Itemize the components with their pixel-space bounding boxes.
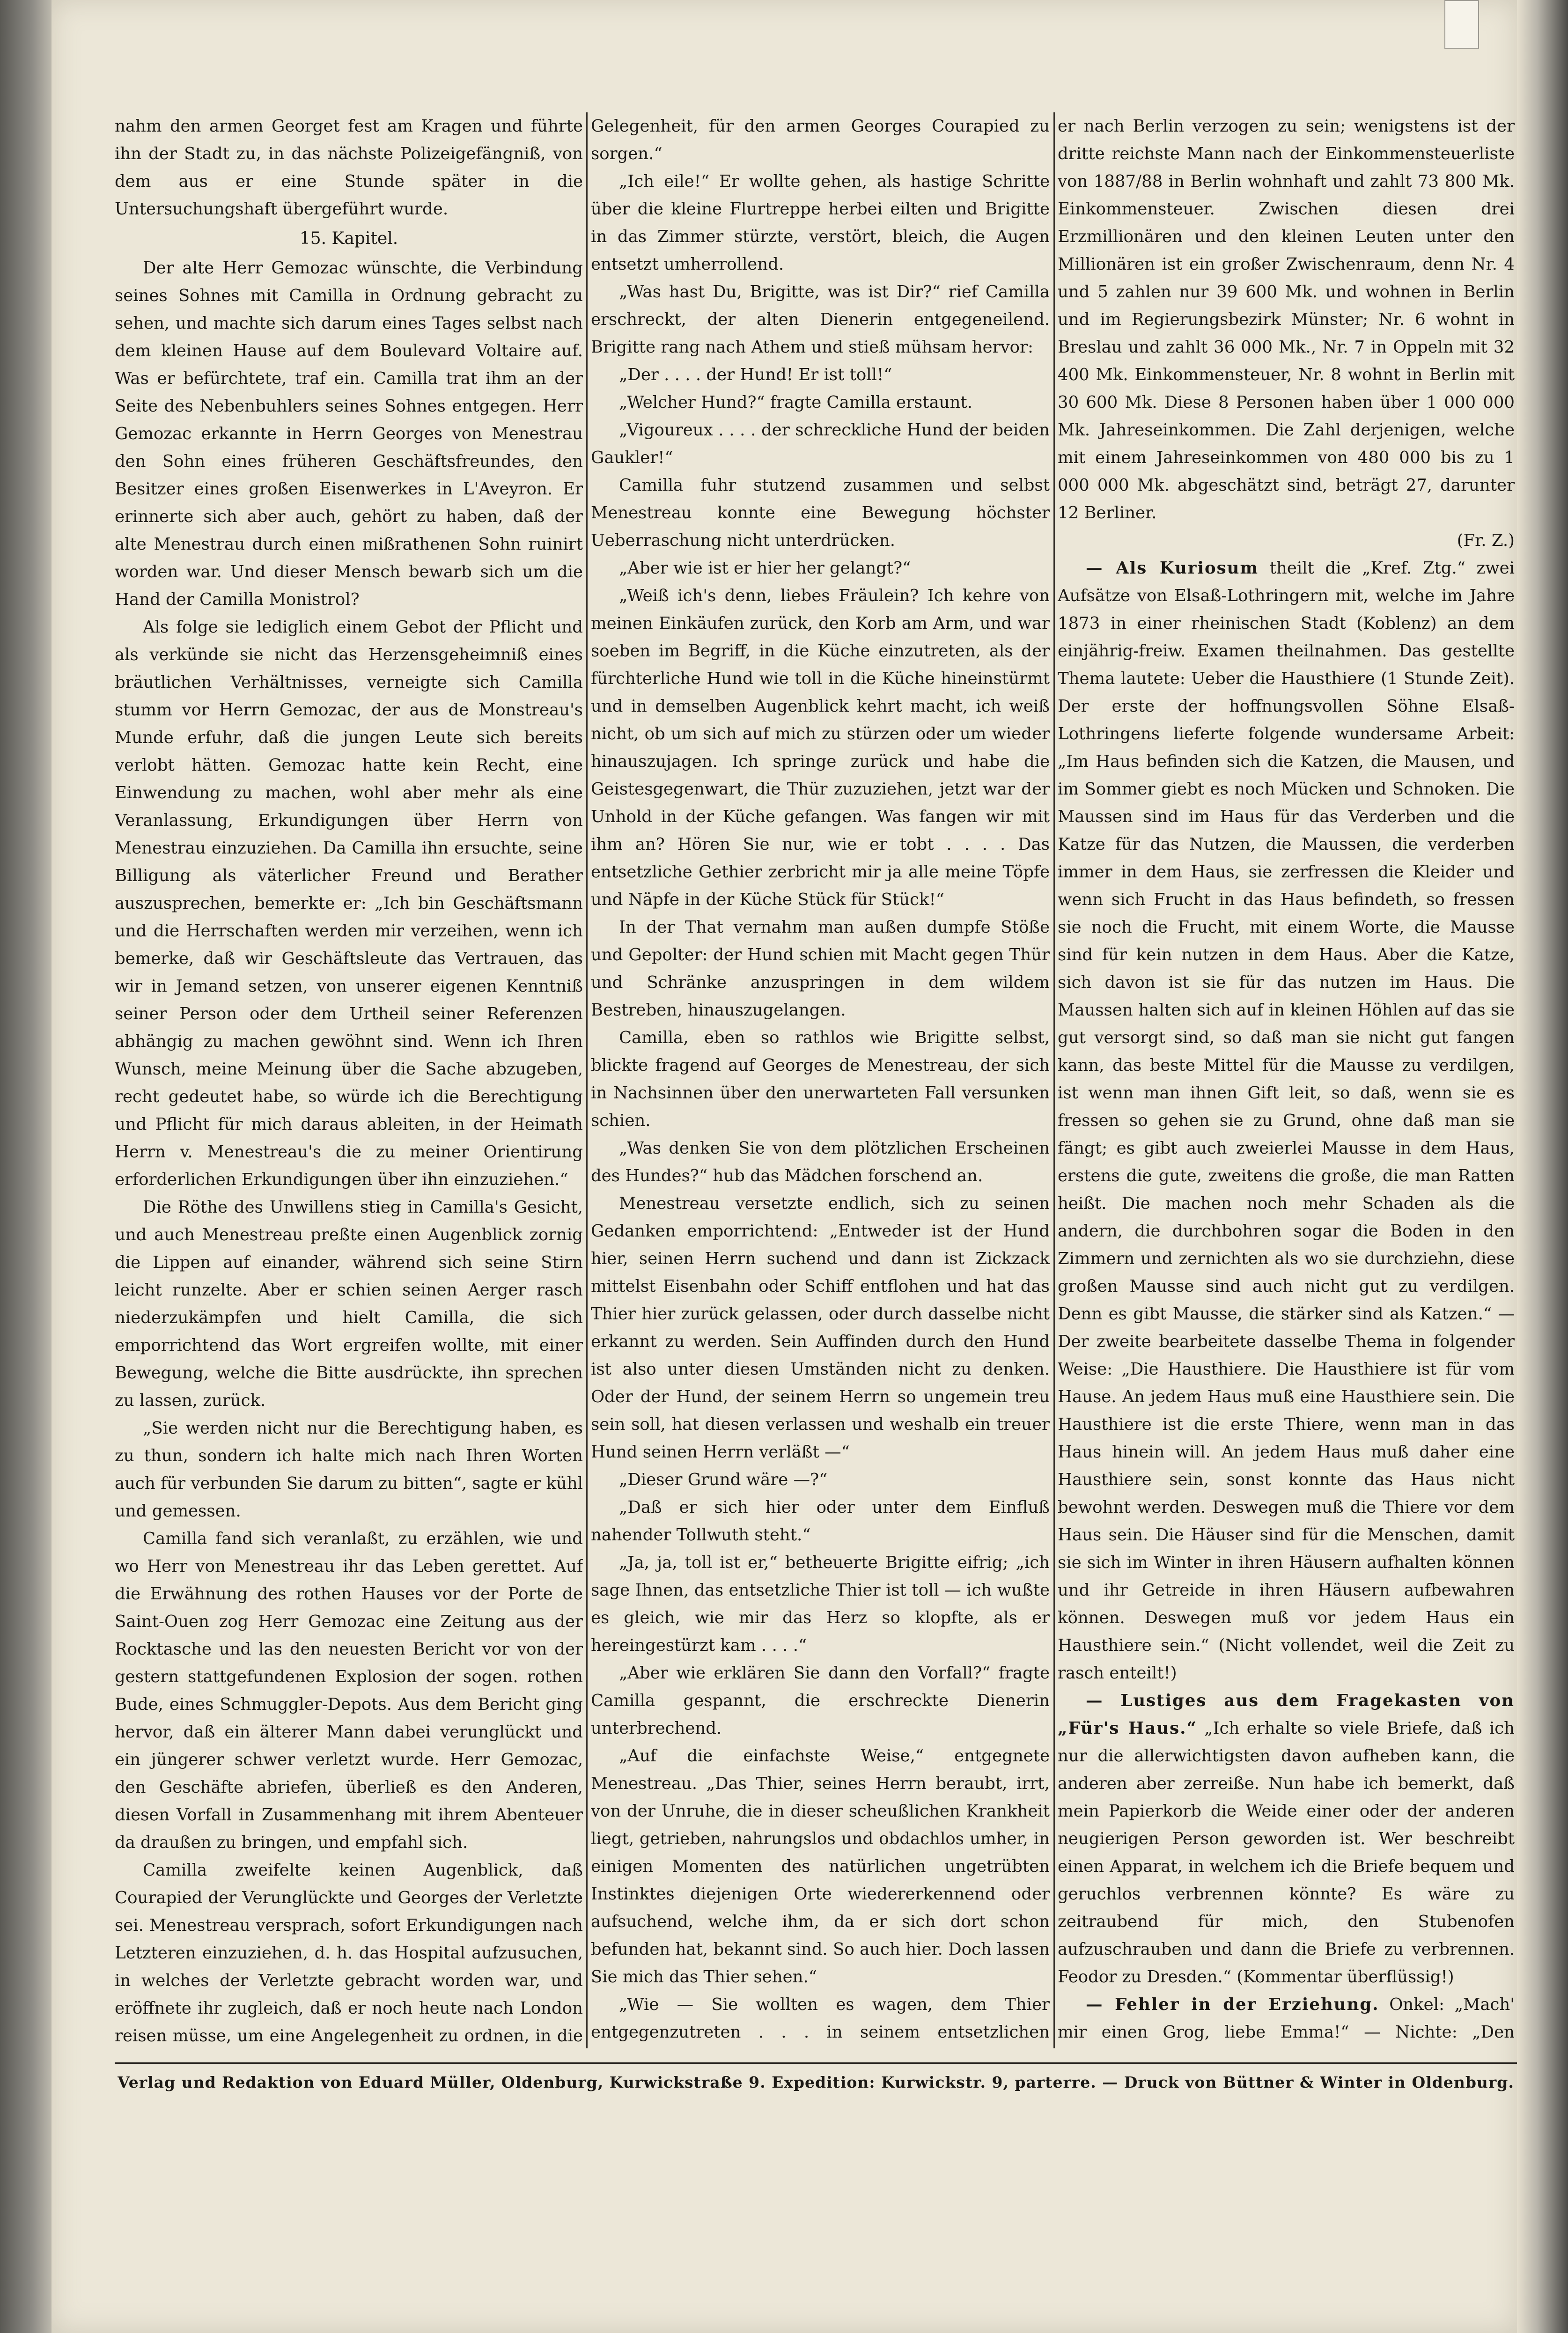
allerlei-item <box>1058 554 1515 1687</box>
paragraph: nahm den armen Georget fest am Kragen und führte ihn der Stadt zu, in das nächste Polizeigefängniß, von dem aus er eine Stunde später in die Untersuchungshaft übergeführt wurde. <box>115 117 583 219</box>
paragraph: „Der . . . . der Hund! Er ist toll!“ <box>619 365 892 384</box>
column-1 <box>115 112 583 2048</box>
paragraph: Camilla fand sich veranlaßt, zu erzählen, wie und wo Herr von Menestreau ihr das Leben gerettet. Auf die Erwähnung des rothen Hauses vor der Porte de Saint-Ouen zog Herr Gemozac eine Zeitung aus der Rocktasche und las den neuesten Bericht vor von der gestern stattgefundenen Explosion der sogen. rothen Bude, eines Schmuggler-Depots. Aus dem Bericht ging hervor, daß ein älterer Mann dabei verunglückt und ein jüngerer schwer verletzt wurde. Herr Gemozac, den Geschäfte abriefen, überließ es den Anderen, diesen Vorfall in Zusammenhang mit ihrem Abenteuer da draußen zu bringen, und empfahl sich. <box>115 1529 583 1852</box>
page-edge <box>1517 0 1568 2333</box>
paragraph: Gelegenheit, für den armen Georges Courapied zu sorgen.“ <box>591 117 1050 163</box>
paragraph: „Daß er sich hier oder unter dem Einfluß nahender Tollwuth steht.“ <box>591 1498 1050 1545</box>
paragraph: „Sie werden nicht nur die Berechtigung haben, es zu thun, sondern ich halte mich nach Ihren Worten auch für verbunden Sie darum zu bitten“, sagte er kühl und gemessen. <box>115 1419 583 1521</box>
paragraph: „Auf die einfachste Weise,“ entgegnete Menestreau. „Das Thier, seines Herrn beraubt, irrt, von der Unruhe, die in dieser scheußlichen Krankheit liegt, getrieben, nahrungslos und obdachlos umher, in einigen Momenten des natürlichen ungetrübten Instinktes diejenigen Orte wiedererkennend oder aufsuchend, welche ihm, da er sich dort schon befunden hat, bekannt sind. So auch hier. Doch lassen Sie mich das Thier sehen.“ <box>591 1746 1050 1987</box>
allerlei-item <box>1058 1687 1515 1991</box>
paragraph: „Dieser Grund wäre —?“ <box>619 1470 828 1489</box>
paragraph: „Was denken Sie von dem plötzlichen Erscheinen des Hundes?“ hub das Mädchen forschend an. <box>591 1139 1050 1185</box>
paragraph: „Vigoureux . . . . der schreckliche Hund der beiden Gaukler!“ <box>591 420 1050 467</box>
paragraph: Als folge sie lediglich einem Gebot der Pflicht und als verkünde sie nicht das Herzensgeheimniß eines bräutlichen Verhältnisses, verneigte sich Camilla stumm vor Herrn Gemozac, der aus de Monstreau's Munde erfuhr, daß die jungen Leute sich bereits verlobt hätten. Gemozac hatte kein Recht, eine Einwendung zu machen, wohl aber mehr als eine Veranlassung, Erkundigungen über Herrn von Menestrau einzuziehen. Da Camilla ihn ersuchte, seine Billigung als väterlicher Freund und Berather auszusprechen, bemerkte er: „Ich bin Geschäftsmann und die Herrschaften werden mir verzeihen, wenn ich bemerke, daß wir Geschäftsleute das Vertrauen, das wir in Jemand setzen, von unserer eigenen Kenntniß seiner Person oder dem Urtheil seiner Referenzen abhängig zu machen gewöhnt sind. Wenn ich Ihren Wunsch, meine Meinung über die Sache abzugeben, recht gedeutet habe, so würde ich die Berechtigung und Pflicht für mich daraus ableiten, in der Heimath Herrn v. Menestreau's die zu meiner Orientirung erforderlichen Erkundigungen über ihn einzuziehen.“ <box>115 618 583 1189</box>
item-heading: — Fehler in der Erziehung. <box>1086 1995 1379 2014</box>
item-text: Onkel: „Mach' mir einen Grog, liebe Emma!“ — Nichte: „Den <box>1058 1995 1515 2042</box>
column-rule-1 <box>586 112 588 2048</box>
paragraph: „Ich eile!“ Er wollte gehen, als hastige Schritte über die kleine Flurtreppe herbei eilten und Brigitte in das Zimmer stürzte, verstört, bleich, die Augen entsetzt umherrollend. <box>591 172 1050 274</box>
paragraph: Camilla, eben so rathlos wie Brigitte selbst, blickte fragend auf Georges de Menestreau, der sich in Nachsinnen über den unerwarteten Fall versunken schien. <box>591 1028 1050 1130</box>
paragraph: „Was hast Du, Brigitte, was ist Dir?“ rief Camilla erschreckt, der alten Dienerin entgegeneilend. Brigitte rang nach Athem und stieß mühsam hervor: <box>591 282 1050 357</box>
paragraph: Camilla zweifelte keinen Augenblick, daß Courapied der Verunglückte und Georges der Verletzte sei. Menestreau versprach, sofort Erkundigungen nach Letzteren einzuziehen, d. h. das Hospital aufzusuchen, in welches der Verletzte gebracht worden war, und eröffnete ihr zugleich, daß er noch heute nach London reisen müsse, um eine Angelegenheit zu ordnen, in die <box>115 1861 583 2046</box>
paragraph: „Wie — Sie wollten es wagen, dem Thier entgegenzutreten . . . in seinem entsetzlichen <box>591 1995 1050 2042</box>
bookmark-tab <box>1444 0 1479 49</box>
paragraph: „Welcher Hund?“ fragte Camilla erstaunt. <box>619 393 972 412</box>
item-heading: — Als Kuriosum <box>1086 559 1259 578</box>
signature: (Fr. Z.) <box>1457 531 1515 550</box>
item-text: „Ich erhalte so viele Briefe, daß ich nur die allerwichtigsten davon aufheben kann, die anderen aber zerreiße. Nun habe ich bemerkt, daß mein Papierkorb die Weide einer oder der anderen neugierigen Person geworden ist. Wer beschreibt einen Apparat, in welchem ich die Briefe bequem und geruchlos verbrennen könnte? Es wäre zu zeitraubend für mich, den Stubenofen aufzuschrauben und dann die Briefe zu verbrennen. Feodor zu Dresden.“ (Kommentar überflüssig!) <box>1058 1719 1515 1987</box>
column-rule-2 <box>1053 112 1055 2048</box>
paragraph: Der alte Herr Gemozac wünschte, die Verbindung seines Sohnes mit Camilla in Ordnung gebracht zu sehen, und machte sich darum eines Tages selbst nach dem kleinen Hause auf dem Boulevard Voltaire auf. Was er befürchtete, traf ein. Camilla trat ihm an der Seite des Nebenbuhlers seines Sohnes entgegen. Herr Gemozac erkannte in Herrn Georges von Menestrau den Sohn eines früheren Geschäftsfreundes, den Besitzer eines großen Eisenwerkes in L'Aveyron. Er erinnerte sich aber auch, gehört zu haben, daß der alte Menestrau durch einen mißrathenen Sohn ruinirt worden war. Und dieser Mensch bewarb sich um die Hand der Camilla Monistrol? <box>115 258 583 609</box>
item-heading: — Lustiges aus dem Fragekasten von „Für's Haus.“ <box>1058 1691 1515 1738</box>
allerlei-item <box>1058 1991 1515 2048</box>
chapter-heading: 15. Kapitel. <box>299 229 398 248</box>
paragraph: „Aber wie ist er hier her gelangt?“ <box>619 559 911 578</box>
paragraph: er nach Berlin verzogen zu sein; wenigstens ist der dritte reichste Mann nach der Einkommensteuerliste von 1887/88 in Berlin wohnhaft und zahlt 73 800 Mk. Einkommensteuer. Zwischen diesen drei Erzmillionären und den kleinen Leuten unter den Millionären ist ein großer Zwischenraum, denn Nr. 4 und 5 zahlen nur 39 600 Mk. und wohnen in Berlin und im Regierungsbezirk Münster; Nr. 6 wohnt in Breslau und zahlt 36 000 Mk., Nr. 7 in Oppeln mit 32 400 Mk. Einkommensteuer, Nr. 8 wohnt in Berlin mit 30 600 Mk. Diese 8 Personen haben über 1 000 000 Mk. Jahreseinkommen. Die Zahl derjenigen, welche mit einem Jahreseinkommen von 480 000 bis zu 1 000 000 Mk. abgeschätzt sind, beträgt 27, darunter 12 Berliner. <box>1058 117 1515 523</box>
paragraph: „Aber wie erklären Sie dann den Vorfall?“ fragte Camilla gespannt, die erschreckte Dienerin unterbrechend. <box>591 1663 1050 1738</box>
paragraph: Menestreau versetzte endlich, sich zu seinen Gedanken emporrichtend: „Entweder ist der Hund hier, seinen Herrn suchend und dann ist Zickzack mittelst Eisenbahn oder Schiff entflohen und hat das Thier hier zurück gelassen, oder durch dasselbe nicht erkannt zu werden. Sein Auffinden durch den Hund ist also unter diesen Umständen nicht zu denken. Oder der Hund, der seinem Herrn so ungemein treu sein soll, hat diesen verlassen und weshalb ein treuer Hund seinen Herrn verläßt —“ <box>591 1194 1050 1462</box>
publisher-footer: Verlag und Redaktion von Eduard Müller, Oldenburg, Kurwickstraße 9. Expedition: Kurwickstr. 9, parterre. — Druck von Büttner & Winter in Oldenburg. <box>115 2062 1517 2091</box>
paragraph: Camilla fuhr stutzend zusammen und selbst Menestreau konnte eine Bewegung höchster Ueberraschung nicht unterdrücken. <box>591 476 1050 550</box>
paragraph: „Ja, ja, toll ist er,“ betheuerte Brigitte eifrig; „ich sage Ihnen, das entsetzliche Thier ist toll — ich wußte es gleich, wie mir das Herz so klopfte, als er hereingestürzt kam . . . .“ <box>591 1553 1050 1655</box>
item-text: theilt die „Kref. Ztg.“ zwei Aufsätze von Elsaß-Lothringern mit, welche im Jahre 1873 in einer rheinischen Stadt (Koblenz) an dem einjährig-freiw. Examen theilnahmen. Das gestellte Thema lautete: Ueber die Hausthiere (1 Stunde Zeit). Der erste der hoffnungsvollen Söhne Elsaß-Lothringens lieferte folgende wundersame Arbeit: „Im Haus befinden sich die Katzen, die Mausen, und im Sommer giebt es noch Mücken und Schnoken. Die Maussen sind im Haus für das Verderben und die Katze für das Nutzen, die Maussen, die verderben immer in dem Haus, sie zerfressen die Kleider und wenn sich Frucht in das Haus befindeth, so fressen sie noch die Frucht, mit einem Worte, die Mausse sind für kein nutzen in dem Haus. Aber die Katze, sich davon ist sie für das nutzen im Haus. Die Maussen halten sich auf in kleinen Höhlen auf das sie gut versorgt sind, so daß man sie nicht gut fangen kann, das beste Mittel für die Mausse zu verdilgen, ist wenn man ihnen Gift leit, so daß, wenn sie es fressen so gehen sie zu Grund, ohne daß man sie fängt; es gibt auch zweierlei Mausse in dem Haus, erstens die gute, zweitens die große, die man Ratten heißt. Die machen noch mehr Schaden als die andern, die durchbohren sogar die Boden in den Zimmern und zernichten als wo sie durchziehn, diese großen Mausse sind auch nicht gut zu verdilgen. Denn es gibt Mausse, die stärker sind als Katzen.“ — Der zweite bearbeitete dasselbe Thema in folgender Weise: „Die Hausthiere. Die Hausthiere ist für vom Hause. An jedem Haus muß eine Hausthiere sein. Die Hausthiere ist die erste Thiere, wenn man in das Haus hinein will. An jedem Haus muß daher eine Hausthiere sein, sonst konnte das Haus nicht bewohnt werden. Deswegen muß die Thiere vor dem Haus sein. Die Häuser sind für die Menschen, damit sie sich im Winter in ihren Häusern aufhalten können und ihr Getreide in ihren Häusern aufbewahren können. Deswegen muß vor jedem Haus ein Hausthiere sein.“ (Nicht vollendet, weil die Zeit zu rasch enteilt!) <box>1058 559 1515 1683</box>
paragraph: „Weiß ich's denn, liebes Fräulein? Ich kehre von meinen Einkäufen zurück, den Korb am Arm, und war soeben im Begriff, in die Küche einzutreten, als der fürchterliche Hund wie toll in die Küche hineinstürmt und in demselben Augenblick kehrt macht, ich weiß nicht, ob um sich auf mich zu stürzen oder um wieder hinauszujagen. Ich springe zurück und habe die Geistesgegenwart, die Thür zuzuziehen, jetzt war der Unhold in der Küche gefangen. Was fangen wir mit ihm an? Hören Sie nur, wie er tobt . . . . Das entsetzliche Gethier zerbricht mir ja alle meine Töpfe und Näpfe in der Küche Stück für Stück!“ <box>591 586 1050 909</box>
column-2 <box>591 112 1050 2048</box>
paragraph: Die Röthe des Unwillens stieg in Camilla's Gesicht, und auch Menestreau preßte einen Augenblick zornig die Lippen auf einander, während sich seine Stirn leicht runzelte. Aber er schien seinen Aerger rasch niederzukämpfen und hielt Camilla, die sich emporrichtend das Wort ergreifen wollte, mit einer Bewegung, welche die Bitte ausdrückte, ihn sprechen zu lassen, zurück. <box>115 1198 583 1410</box>
column-3 <box>1058 112 1515 2048</box>
paragraph: In der That vernahm man außen dumpfe Stöße und Gepolter: der Hund schien mit Macht gegen Thür und Schränke anzuspringen in dem wildem Bestreben, hinauszugelangen. <box>591 918 1050 1020</box>
